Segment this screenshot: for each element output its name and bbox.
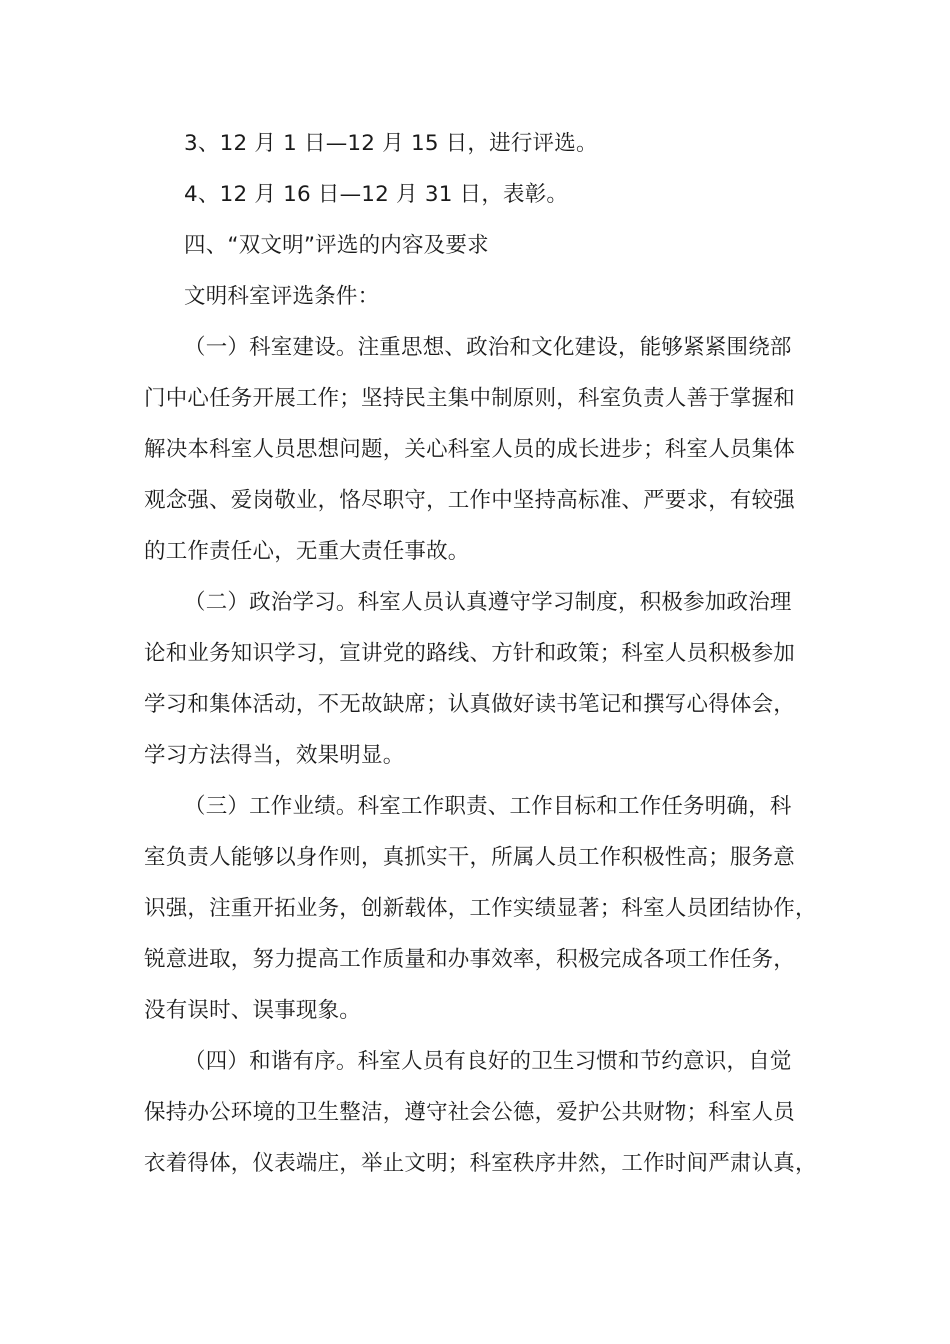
- paragraph-start-line: 3、12 月 1 日—12 月 15 日，进行评选。: [184, 131, 598, 156]
- paragraph-line: 锐意进取，努力提高工作质量和办事效率，积极完成各项工作任务，: [144, 947, 796, 972]
- paragraph-start-line: （四）和谐有序。科室人员有良好的卫生习惯和节约意识，自觉: [184, 1049, 792, 1074]
- paragraph-line: 解决本科室人员思想问题，关心科室人员的成长进步；科室人员集体: [144, 437, 796, 462]
- paragraph-line: 衣着得体，仪表端庄，举止文明；科室秩序井然，工作时间严肃认真，: [144, 1151, 817, 1176]
- paragraph-line: 没有误时、误事现象。: [144, 998, 362, 1023]
- paragraph-start-line: 4、12 月 16 日—12 月 31 日，表彰。: [184, 182, 569, 207]
- paragraph-line: 门中心任务开展工作；坚持民主集中制原则，科室负责人善于掌握和: [144, 386, 796, 411]
- paragraph-start-line: 四、“双文明”评选的内容及要求: [184, 233, 489, 258]
- paragraph-start-line: （一）科室建设。注重思想、政治和文化建设，能够紧紧围绕部: [184, 335, 792, 360]
- paragraph-line: 学习方法得当，效果明显。: [144, 743, 405, 768]
- paragraph-line: 论和业务知识学习，宣讲党的路线、方针和政策；科室人员积极参加: [144, 641, 796, 666]
- document-body: [144, 118, 817, 1189]
- paragraph-start-line: 文明科室评选条件：: [184, 284, 380, 309]
- paragraph-line: 室负责人能够以身作则，真抓实干，所属人员工作积极性高；服务意: [144, 845, 796, 870]
- paragraph-line: 观念强、爱岗敬业，恪尽职守，工作中坚持高标准、严要求，有较强: [144, 488, 796, 513]
- paragraph-line: 识强，注重开拓业务，创新载体，工作实绩显著；科室人员团结协作，: [144, 896, 817, 921]
- paragraph-line: 的工作责任心，无重大责任事故。: [144, 539, 470, 564]
- paragraph-line: 学习和集体活动，不无故缺席；认真做好读书笔记和撰写心得体会，: [144, 692, 796, 717]
- paragraph-line: 保持办公环境的卫生整洁，遵守社会公德，爱护公共财物；科室人员: [144, 1100, 796, 1125]
- paragraph-start-line: （三）工作业绩。科室工作职责、工作目标和工作任务明确，科: [184, 794, 792, 819]
- paragraph-start-line: （二）政治学习。科室人员认真遵守学习制度，积极参加政治理: [184, 590, 792, 615]
